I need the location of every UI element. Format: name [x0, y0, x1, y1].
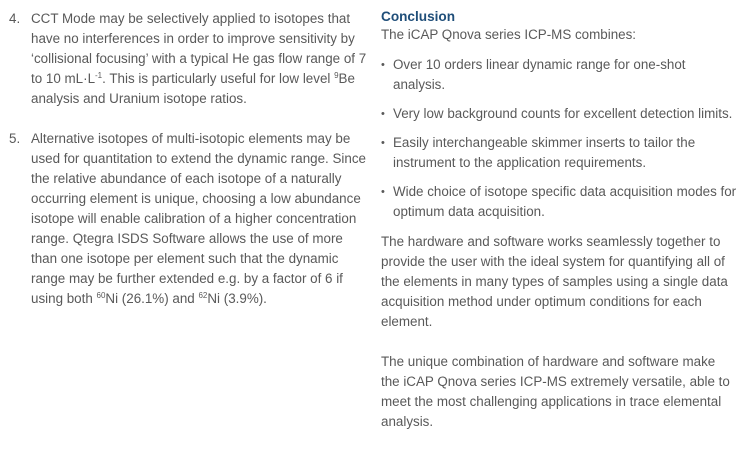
bullet-icon: •	[381, 108, 385, 120]
conclusion-bullet-list	[381, 55, 737, 222]
item-text: CCT Mode may be selectively applied to isotopes that have no interferences in order to improve sensitivity by ‘collisional focusing’ with a typical He gas flow range of 7 to 10 $mL\cdot L^{-1}$. This is particularly useful for low level $^9$Be analysis and Uranium isotope ratios.	[31, 11, 367, 106]
left-column	[9, 9, 369, 309]
superscript-mass-number: 9	[334, 71, 339, 80]
conclusion-intro: The iCAP Qnova series ICP-MS combines:	[381, 27, 637, 42]
numbered-item-4	[9, 9, 369, 109]
bullet-item: • Easily interchangeable skimmer inserts to tailor the instrument to the application requirements.	[381, 135, 696, 170]
conclusion-heading: Conclusion	[381, 9, 456, 24]
conclusion-paragraph: The unique combination of hardware and software make the iCAP Qnova series ICP-MS extremely versatile, able to meet the most challenging applications in trace elemental analysis.	[381, 354, 730, 429]
bullet-icon: •	[381, 59, 385, 71]
superscript-mass-number: 62	[198, 291, 208, 300]
item-number: 5.	[9, 131, 21, 146]
item-text: Alternative isotopes of multi-isotopic elements may be used for quantitation to extend the dynamic range. Since the relative abundance of each isotope of a naturally occurring element is unique, choosing a low abundance isotope will enable calibration of a higher concentration range. Qtegra ISDS Software allows the use of more than one isotope per element such that the dynamic range may be further extended e.g. by a factor of 6 if using both $^{60}$Ni (26.1%) and $^{62}$Ni (3.9%).	[31, 131, 366, 306]
superscript-exponent: -1	[95, 71, 103, 80]
bullet-icon: •	[381, 186, 385, 198]
bullet-item: • Very low background counts for excellent detection limits.	[381, 104, 737, 124]
bullet-item: • Wide choice of isotope specific data acquisition modes for optimum data acquisition.	[381, 184, 737, 219]
right-column	[381, 9, 737, 432]
bullet-icon: •	[381, 137, 385, 149]
bullet-item: • Over 10 orders linear dynamic range for one-shot analysis.	[381, 57, 686, 92]
numbered-item-5	[9, 129, 369, 309]
conclusion-paragraph: The hardware and software works seamlessly together to provide the user with the ideal system for quantifying all of the elements in many types of samples using a single data acquisition method under optimum conditions for each element.	[381, 234, 728, 329]
item-number: 4.	[9, 11, 21, 26]
superscript-mass-number: 60	[96, 291, 106, 300]
